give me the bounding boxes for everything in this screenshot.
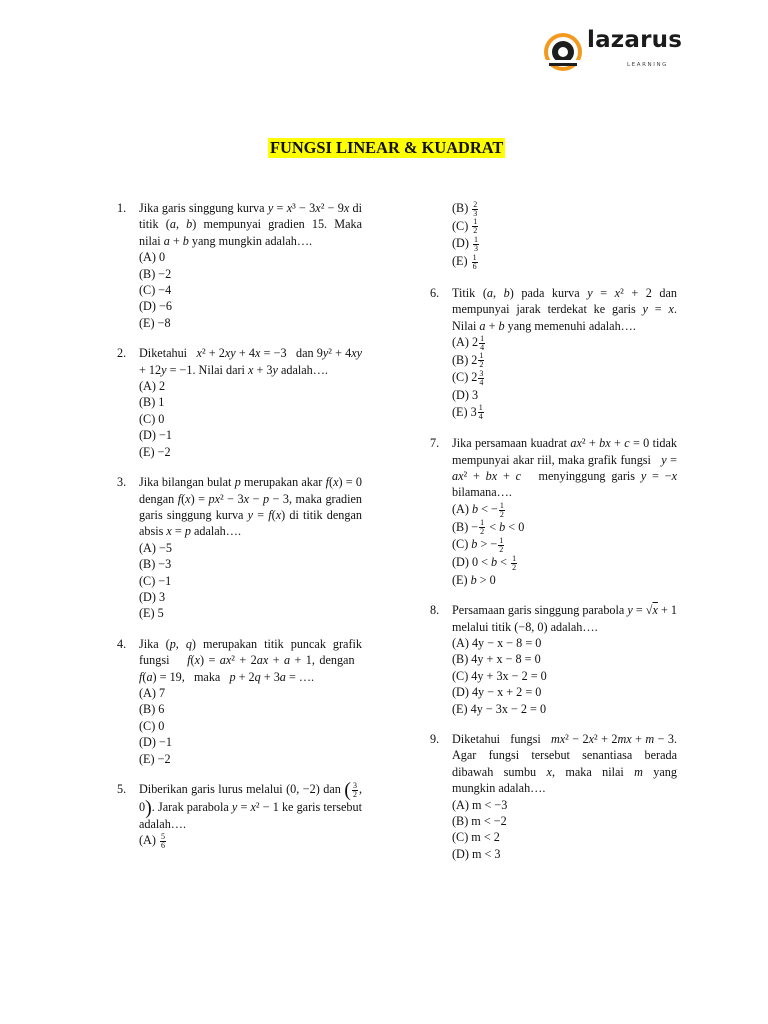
right-column <box>430 200 677 862</box>
question-7 <box>430 435 677 588</box>
question-number: 2. <box>117 346 127 361</box>
option-c: (C) 2 $\frac{3}{4}$ <box>452 369 484 388</box>
question-stem: Jika persamaan kuadrat ax² + bx + c = 0 tidak mempunyai akar riil, maka grafik fungsi y = ax² + bx + c menyinggung garis y = −x bilamana…. <box>452 436 678 500</box>
question-number: 7. <box>430 436 440 451</box>
question-number: 8. <box>430 603 440 618</box>
question-2 <box>117 345 362 460</box>
option-c: (C) −4 <box>139 283 172 298</box>
logo-wordmark: lazarus <box>587 27 683 53</box>
option-b: (B) m < −2 <box>452 813 507 828</box>
option-e: (E) −2 <box>139 751 171 766</box>
option-d: (D) −6 <box>139 299 172 314</box>
question-3 <box>117 474 362 622</box>
option-d: (D) $\frac{1}{3}$ <box>452 235 478 254</box>
option-a: (A) m < −3 <box>452 797 508 812</box>
option-e: (E) −2 <box>139 444 171 459</box>
question-number: 6. <box>430 285 440 300</box>
option-d: (D) 4y − x + 2 = 0 <box>452 685 542 700</box>
logo-tagline: LEARNING <box>627 62 669 68</box>
option-e: (E) 4y − 3x − 2 = 0 <box>452 701 547 716</box>
option-b: (B) − $\frac{1}{2}$ < b < 0 <box>452 518 525 537</box>
question-stem: Diketahui x² + 2xy + 4x = −3 dan 9y² + 4xy + 12y = −1. Nilai dari x + 3y adalah…. <box>139 346 363 377</box>
option-e: (E) 3 $\frac{1}{4}$ <box>452 403 483 422</box>
option-a: (A) 4y − x − 8 = 0 <box>452 635 542 650</box>
question-number: 5. <box>117 782 127 796</box>
option-a: (A) 2 <box>139 379 166 394</box>
question-stem: Titik (a, b) pada kurva y = x² + 2 dan mempunyai jarak terdekat ke garis y = x. Nilai a + b yang memenuhi adalah…. <box>452 285 678 333</box>
question-4 <box>117 636 362 767</box>
option-d: (D) m < 3 <box>452 846 501 861</box>
option-c: (C) b > − $\frac{1}{2}$ <box>452 535 504 554</box>
option-b: (B) $\frac{2}{3}$ <box>452 199 478 218</box>
option-e: (E) $\frac{1}{6}$ <box>452 252 477 271</box>
option-b: (B) 4y + x − 8 = 0 <box>452 652 541 667</box>
question-9 <box>430 731 677 862</box>
option-d: (D) 3 <box>452 388 479 403</box>
option-a: (A) 2 $\frac{1}{4}$ <box>452 333 485 352</box>
question-number: 4. <box>117 636 127 651</box>
option-d: (D) 0 < b < $\frac{1}{2}$ <box>452 553 517 572</box>
question-stem: Diketahui fungsi mx² − 2x² + 2mx + m − 3. Agar fungsi tersebut senantiasa berada dibawah sumbu x, maka nilai m yang mungkin adalah…. <box>452 731 678 796</box>
option-c: (C) m < 2 <box>452 830 500 845</box>
question-6 <box>430 285 677 421</box>
question-stem: Jika garis singgung kurva y = x³ − 3x² − 9x di titik (a, b) mempunyai gradien 15. Maka nilai a + b yang mungkin adalah…. <box>139 201 363 248</box>
question-stem: Jika (p, q) merupakan titik puncak grafik fungsi f(x) = ax² + 2ax + a + 1, dengan f(a) = 19, maka p + 2q + 3a = …. <box>139 636 363 684</box>
lazarus-logo <box>541 27 683 78</box>
question-number: 3. <box>117 475 127 490</box>
option-a: (A) b < − $\frac{1}{2}$ <box>452 500 504 519</box>
question-5 <box>117 781 362 850</box>
question-5-continued <box>430 200 677 271</box>
option-e: (E) −8 <box>139 315 171 330</box>
option-b: (B) −2 <box>139 266 172 281</box>
option-d: (D) −1 <box>139 735 172 750</box>
option-b: (B) 6 <box>139 702 165 717</box>
option-c: (C) −1 <box>139 573 172 588</box>
option-b: (B) 2 $\frac{1}{2}$ <box>452 351 484 370</box>
option-a: (A) 7 <box>139 685 166 700</box>
option-e: (E) b > 0 <box>452 572 496 587</box>
question-1 <box>117 200 362 331</box>
option-c: (C) $\frac{1}{2}$ <box>452 217 478 236</box>
option-e: (E) 5 <box>139 606 164 621</box>
question-stem: Persamaan garis singgung parabola y = √x + 1 melalui titik (−8, 0) adalah…. <box>452 603 677 634</box>
question-stem: Diberikan garis lurus melalui (0, −2) dan ( $\frac{3}{2}$ , 0). Jarak parabola y = x² − 1 ke garis tersebut adalah…. <box>139 779 362 831</box>
question-number: 9. <box>430 731 440 746</box>
option-a: (A) 0 <box>139 250 166 265</box>
left-column <box>117 200 362 850</box>
question-number: 1. <box>117 201 127 215</box>
question-8 <box>430 602 677 717</box>
option-a: (A) −5 <box>139 540 172 555</box>
option-d: (D) −1 <box>139 428 172 443</box>
option-d: (D) 3 <box>139 589 166 604</box>
lazarus-emblem-icon <box>541 30 585 74</box>
option-b: (B) −3 <box>139 557 172 572</box>
question-stem: Jika bilangan bulat p merupakan akar f(x) = 0 dengan f(x) = px² − 3x − p − 3, maka gradien garis singgung kurva y = f(x) di titik dengan absis x = p adalah…. <box>139 475 362 539</box>
option-c: (C) 0 <box>139 411 165 426</box>
option-c: (C) 0 <box>139 718 165 733</box>
page-title: FUNGSI LINEAR & KUADRAT <box>270 138 504 157</box>
option-a: (A) $\frac{5}{6}$ <box>139 832 165 851</box>
option-c: (C) 4y + 3x − 2 = 0 <box>452 668 547 683</box>
option-b: (B) 1 <box>139 395 165 410</box>
